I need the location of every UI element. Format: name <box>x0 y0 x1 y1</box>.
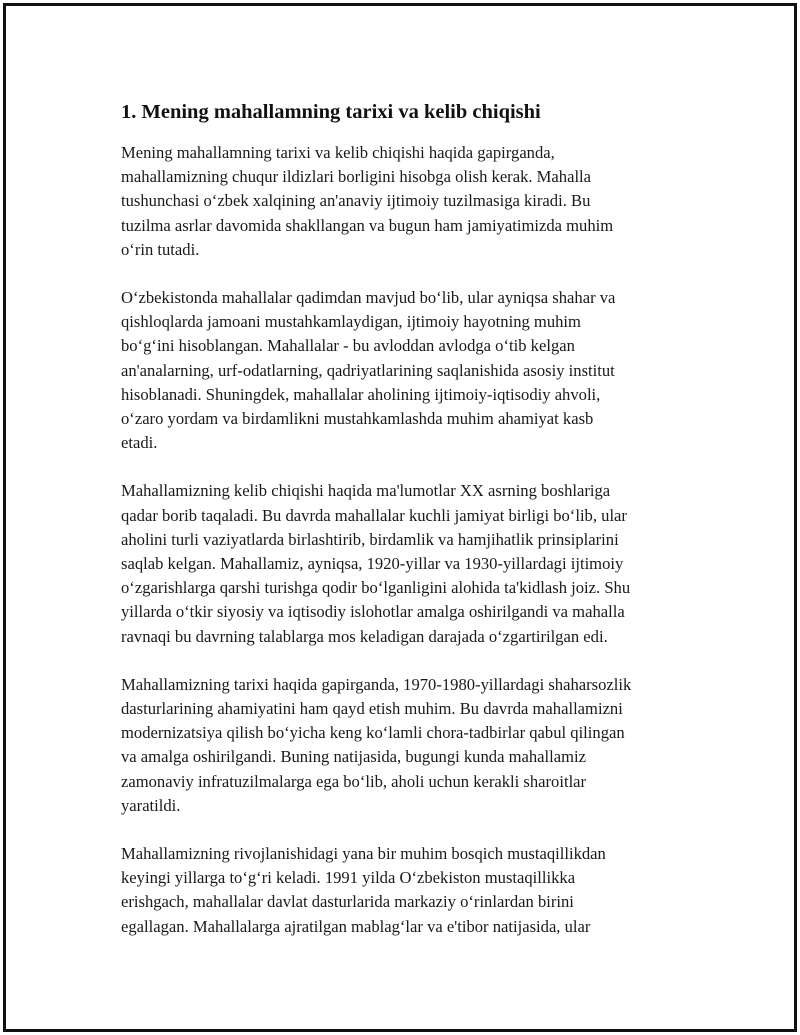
paragraph-line: dasturlarining ahamiyatini ham qayd etish muhim. Bu davrda mahallamizni <box>121 699 623 719</box>
paragraph-line: aholini turli vaziyatlarda birlashtirib, birdamlik va hamjihatlik prinsiplarini <box>121 529 619 549</box>
paragraph-line: zamonaviy infratuzilmalarga ega bo‘lib, aholi uchun kerakli sharoitlar <box>121 771 587 791</box>
paragraph-line: yaratildi. <box>121 795 181 815</box>
paragraph-line: va amalga oshirilgandi. Buning natijasida, bugungi kunda mahallamiz <box>121 747 586 767</box>
paragraph-list <box>121 141 691 939</box>
paragraph-line: mahallamizning chuqur ildizlari borligini hisobga olish kerak. Mahalla <box>121 167 592 187</box>
page-frame <box>3 3 797 1032</box>
paragraph-line: Mening mahallamning tarixi va kelib chiqishi haqida gapirganda, <box>121 143 555 162</box>
paragraph-line: ravnaqi bu davrning talablarga mos keladigan darajada o‘zgartirilgan edi. <box>121 626 608 646</box>
paragraph-line: qadar borib taqaladi. Bu davrda mahallalar kuchli jamiyat birligi bo‘lib, ular <box>121 505 627 525</box>
paragraph-line: tushunchasi o‘zbek xalqining an'anaviy ijtimoiy tuzilmasiga kiradi. Bu <box>121 191 591 211</box>
paragraph-line: an'analarning, urf-odatlarning, qadriyatlarining saqlanishida asosiy institut <box>121 360 615 380</box>
paragraph-1 <box>121 141 691 262</box>
paragraph-line: tuzilma asrlar davomida shakllangan va bugun ham jamiyatimizda muhim <box>121 215 614 235</box>
paragraph-4 <box>121 673 691 818</box>
section-heading: 1. Mening mahallamning tarixi va kelib chiqishi <box>121 101 541 123</box>
paragraph-line: saqlab kelgan. Mahallamiz, ayniqsa, 1920-yillar va 1930-yillardagi ijtimoiy <box>121 554 624 574</box>
paragraph-line: Mahallamizning tarixi haqida gapirganda, 1970-1980-yillardagi shaharsozlik <box>121 674 632 694</box>
paragraph-3 <box>121 479 691 648</box>
paragraph-2 <box>121 286 691 455</box>
paragraph-line: O‘zbekistonda mahallalar qadimdan mavjud bo‘lib, ular ayniqsa shahar va <box>121 288 616 308</box>
paragraph-5 <box>121 842 691 939</box>
paragraph-line: qishloqlarda jamoani mustahkamlaydigan, ijtimoiy hayotning muhim <box>121 312 581 332</box>
paragraph-line: egallagan. Mahallalarga ajratilgan mablag‘lar va e'tibor natijasida, ular <box>121 916 591 936</box>
paragraph-line: Mahallamizning kelib chiqishi haqida ma'lumotlar XX asrning boshlariga <box>121 481 611 501</box>
document-content <box>121 99 691 963</box>
paragraph-line: o‘zaro yordam va birdamlikni mustahkamlashda muhim ahamiyat kasb <box>121 409 594 429</box>
paragraph-line: etadi. <box>121 433 158 453</box>
paragraph-line: bo‘g‘ini hisoblangan. Mahallalar - bu avloddan avlodga o‘tib kelgan <box>121 336 575 356</box>
paragraph-line: o‘zgarishlarga qarshi turishga qodir bo‘lganligini alohida ta'kidlash joiz. Shu <box>121 578 631 598</box>
paragraph-line: hisoblanadi. Shuningdek, mahallalar aholining ijtimoiy-iqtisodiy ahvoli, <box>121 384 601 404</box>
paragraph-line: erishgach, mahallalar davlat dasturlarida markaziy o‘rinlardan birini <box>121 892 574 912</box>
paragraph-line: keyingi yillarga to‘g‘ri keladi. 1991 yilda O‘zbekiston mustaqillikka <box>121 868 576 888</box>
paragraph-line: yillarda o‘tkir siyosiy va iqtisodiy islohotlar amalga oshirilgandi va mahalla <box>121 602 625 622</box>
paragraph-line: Mahallamizning rivojlanishidagi yana bir muhim bosqich mustaqillikdan <box>121 844 606 864</box>
paragraph-line: modernizatsiya qilish bo‘yicha keng ko‘lamli chora-tadbirlar qabul qilingan <box>121 723 625 743</box>
paragraph-line: o‘rin tutadi. <box>121 239 200 259</box>
